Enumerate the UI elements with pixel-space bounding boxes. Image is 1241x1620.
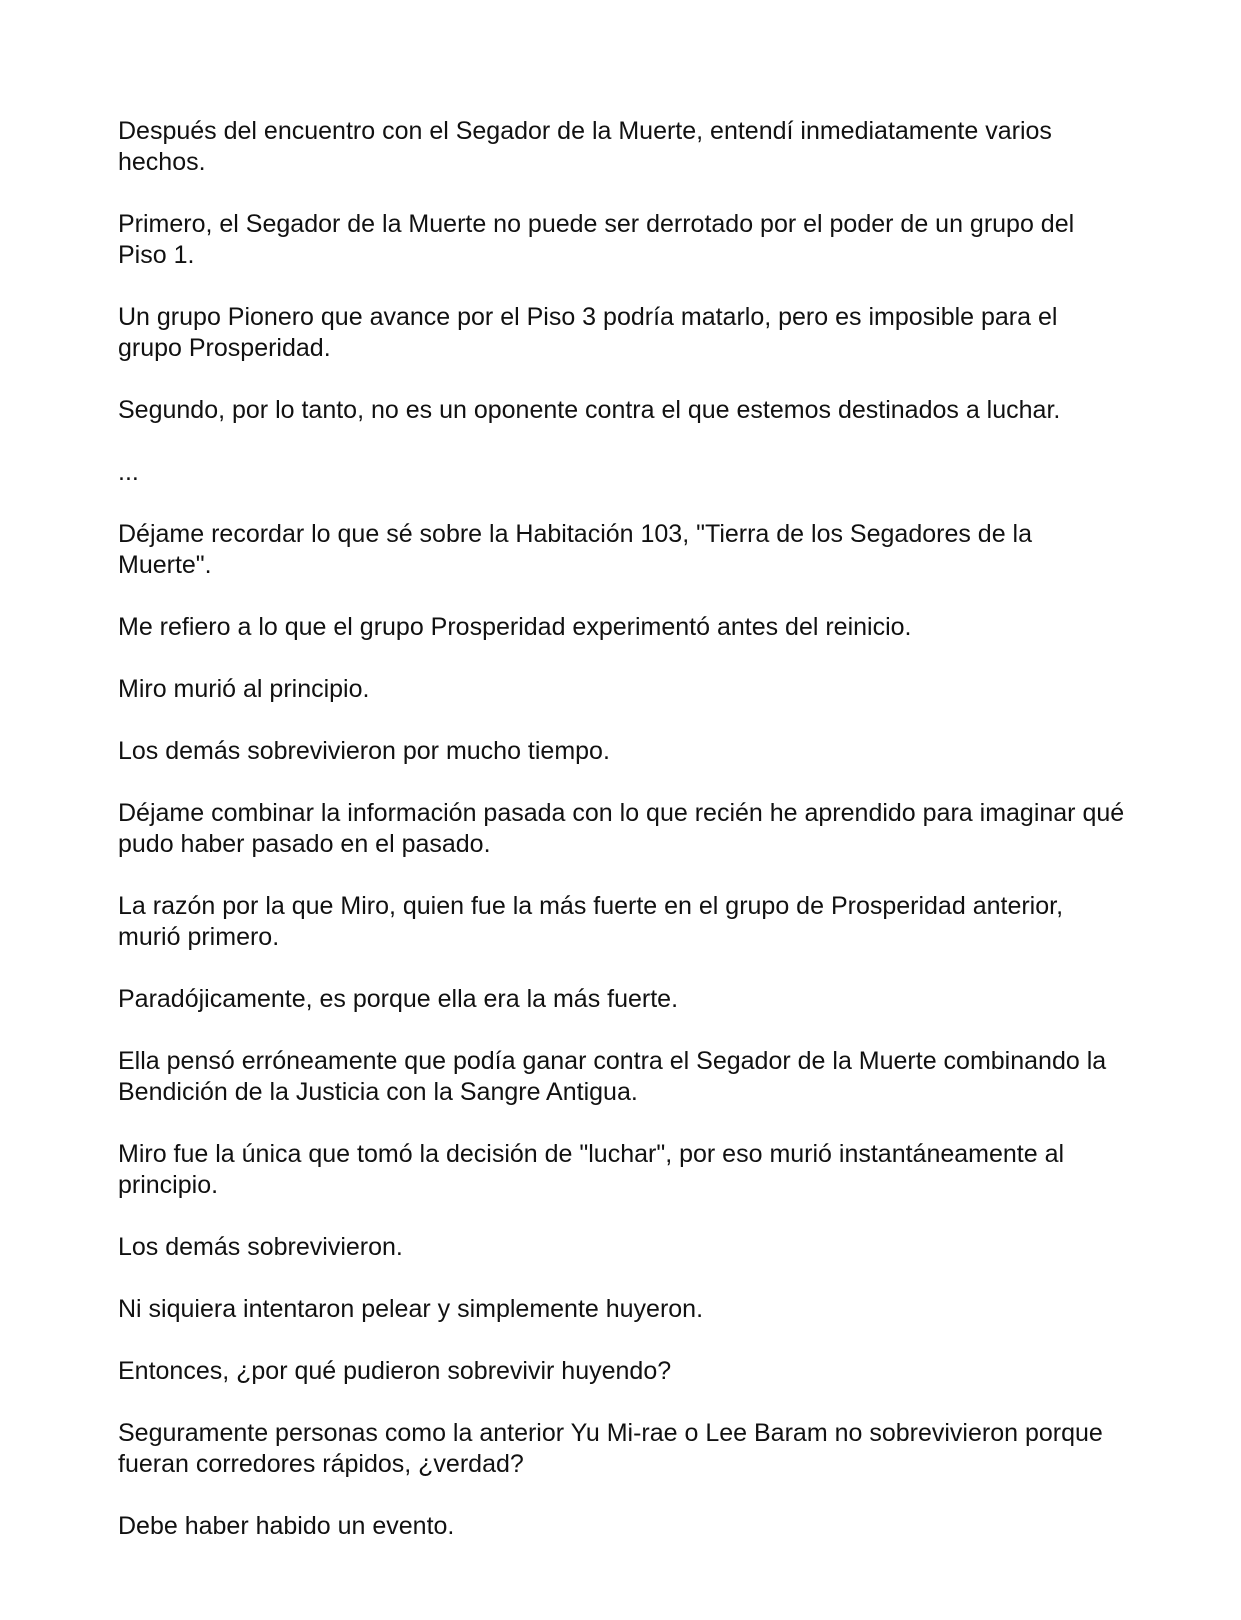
paragraph: Seguramente personas como la anterior Yu Mi-rae o Lee Baram no sobrevivieron porque fueran corredores rápidos, ¿verdad?	[118, 1419, 1103, 1478]
paragraph: Primero, el Segador de la Muerte no puede ser derrotado por el poder de un grupo del Piso 1.	[118, 210, 1075, 269]
paragraph-ellipsis: ...	[118, 458, 139, 486]
paragraph: Debe haber habido un evento.	[118, 1512, 455, 1540]
paragraph: Segundo, por lo tanto, no es un oponente contra el que estemos destinados a luchar.	[118, 396, 1061, 424]
paragraph: Los demás sobrevivieron.	[118, 1233, 403, 1261]
paragraph: La razón por la que Miro, quien fue la más fuerte en el grupo de Prosperidad anterior, murió primero.	[118, 892, 1064, 951]
paragraph: Paradójicamente, es porque ella era la más fuerte.	[118, 985, 679, 1013]
paragraph: Déjame recordar lo que sé sobre la Habitación 103, "Tierra de los Segadores de la Muerte".	[118, 520, 1033, 579]
paragraph: Me refiero a lo que el grupo Prosperidad experimentó antes del reinicio.	[118, 613, 912, 641]
paragraph: Después del encuentro con el Segador de la Muerte, entendí inmediatamente varios hechos.	[118, 117, 1052, 176]
paragraph: Entonces, ¿por qué pudieron sobrevivir huyendo?	[118, 1357, 672, 1385]
paragraph: Los demás sobrevivieron por mucho tiempo.	[118, 737, 610, 765]
paragraph: Ni siquiera intentaron pelear y simplemente huyeron.	[118, 1295, 704, 1323]
paragraph: Déjame combinar la información pasada con lo que recién he aprendido para imaginar qué pudo haber pasado en el pasado.	[118, 799, 1125, 858]
paragraph: Miro fue la única que tomó la decisión de "luchar", por eso murió instantáneamente al principio.	[118, 1140, 1065, 1199]
document-body	[118, 116, 1128, 1573]
paragraph: Un grupo Pionero que avance por el Piso 3 podría matarlo, pero es imposible para el grupo Prosperidad.	[118, 303, 1058, 362]
paragraph: Ella pensó erróneamente que podía ganar contra el Segador de la Muerte combinando la Bendición de la Justicia con la Sangre Antigua.	[118, 1047, 1107, 1106]
paragraph: Miro murió al principio.	[118, 675, 370, 703]
